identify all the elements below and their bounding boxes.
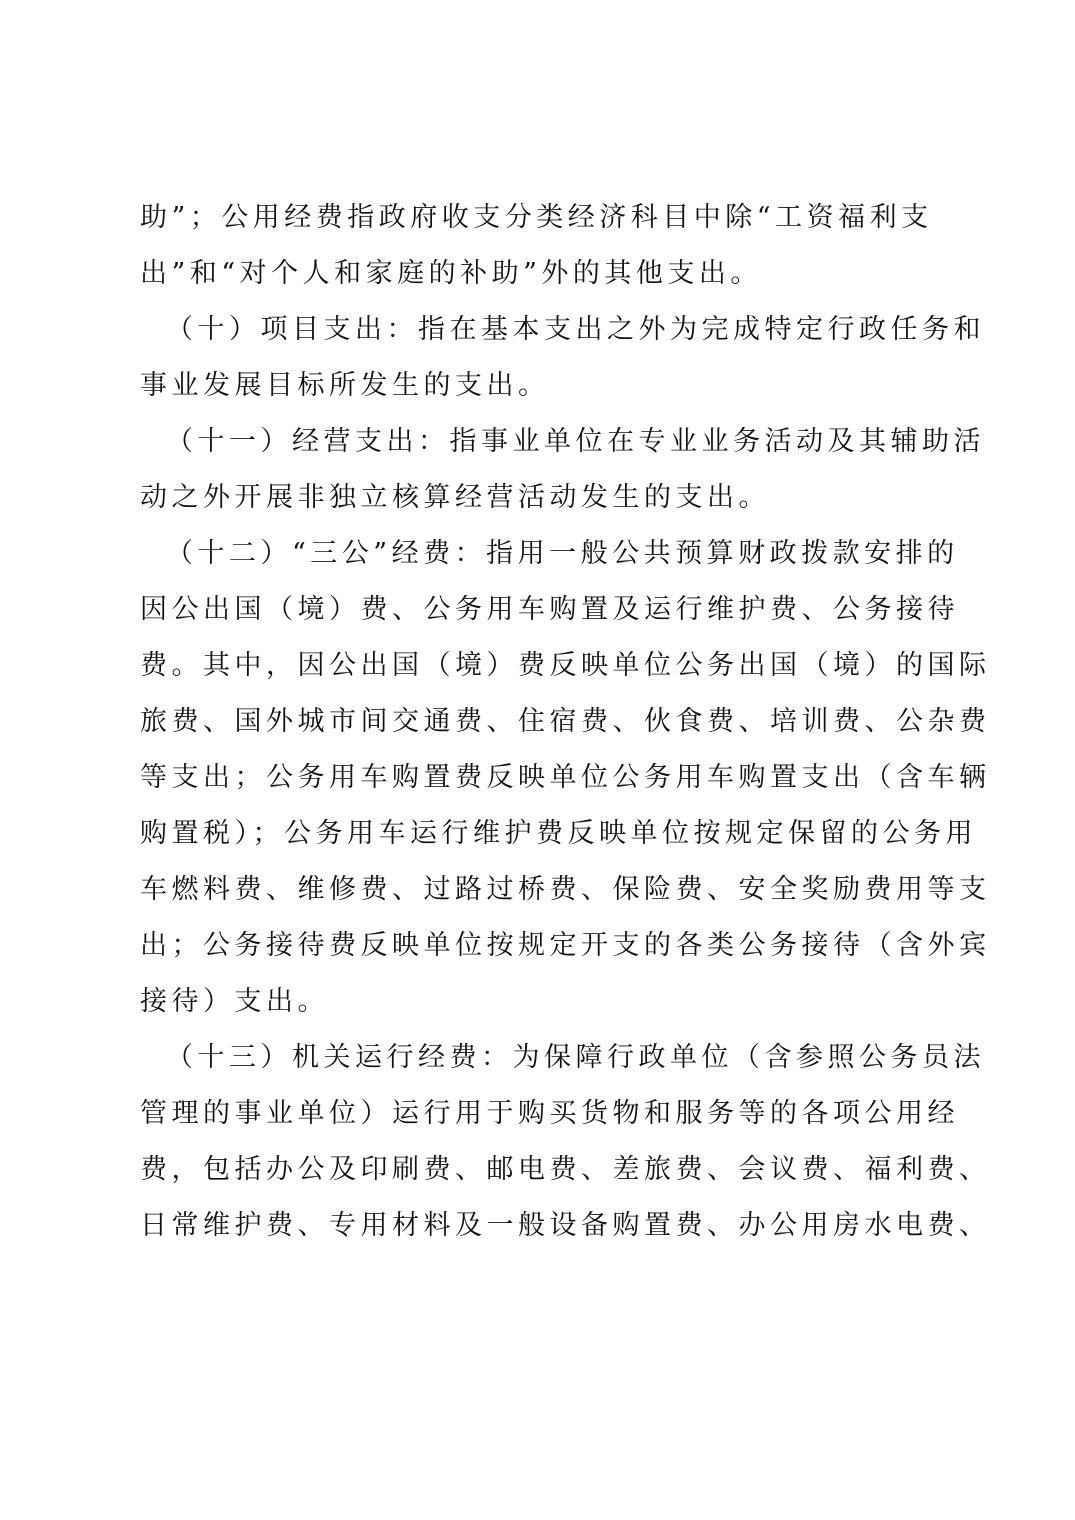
text-line: 接待）支出。 [140,986,329,1017]
paragraph-start-line: （十）项目支出：指在基本支出之外为完成特定行政任务和 [166,314,985,345]
text-line: 费，包括办公及印刷费、邮电费、差旅费、会议费、福利费、 [140,1154,991,1185]
paragraph-start-line: （十一）经营支出：指事业单位在专业业务活动及其辅助活 [166,426,985,457]
text-line: 事业发展目标所发生的支出。 [140,370,550,401]
text-line: 管理的事业单位）运行用于购买货物和服务等的各项公用经 [140,1098,959,1129]
text-line: 因公出国（境）费、公务用车购置及运行维护费、公务接待 [140,594,959,625]
text-line: 出；公务接待费反映单位按规定开支的各类公务接待（含外宾 [140,930,991,961]
text-line: 旅费、国外城市间交通费、住宿费、伙食费、培训费、公杂费 [140,706,991,737]
text-line: 费。其中，因公出国（境）费反映单位公务出国（境）的国际 [140,650,991,681]
text-line: 动之外开展非独立核算经营活动发生的支出。 [140,482,770,513]
text-line: 等支出；公务用车购置费反映单位公务用车购置支出（含车辆 [140,762,991,793]
text-line: 日常维护费、专用材料及一般设备购置费、办公用房水电费、 [140,1210,991,1241]
text-line: 助”；公用经费指政府收支分类经济科目中除“工资福利支 [140,202,933,233]
paragraph-start-line: （十二）“三公”经费：指用一般公共预算财政拨款安排的 [166,538,959,569]
text-line: 车燃料费、维修费、过路过桥费、保险费、安全奖励费用等支 [140,874,991,905]
text-line: 出”和“对个人和家庭的补助”外的其他支出。 [140,258,762,289]
paragraph-start-line: （十三）机关运行经费：为保障行政单位（含参照公务员法 [166,1042,985,1073]
text-line: 购置税）；公务用车运行维护费反映单位按规定保留的公务用 [140,818,977,849]
